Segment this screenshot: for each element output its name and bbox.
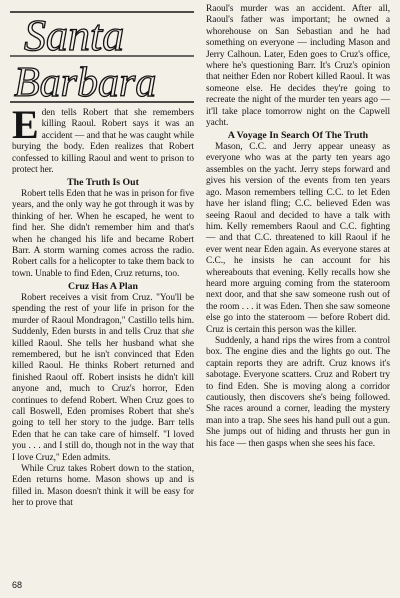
cruz-plan-text-b: killed Raoul. She tells her husband what she remembered, but he isn't convinced that Eden killed Raoul. He thinks Robert returned and finished Raoul off. Robert insists he didn't kill anyone and, much to Cruz's horror, Eden continues to defend Robert. When Cruz goes to call Boswell, Eden promises Robert that she's going to tell her story to the judge. Barr tells Eden that he can take care of himself. "I loved you . . . and I still do, though not in the way that I love Cruz," Eden admits. [12,338,194,463]
drop-cap: E [12,102,39,147]
paragraph-station: While Cruz takes Robert down to the station, Eden returns home. Mason shows up and is filled in. Mason doesn't think it will be easy for her to prove that [12,463,194,509]
intro-text: den tells Robert that she remembers killing Raoul. Robert says it was an accident — and that he was caught while burying the body. Eden realizes that Robert confessed to killing Raoul and went to prison to protect her. [12,108,194,176]
masthead-svg [10,8,194,106]
masthead-line1: Santa [24,11,125,60]
paragraph-sabotage: Suddenly, a hand rips the wires from a control box. The engine dies and the lights go out. The captain reports they are adrift. Cruz knows it's sabotage. Everyone scatters. Cruz and Robert try to find Eden. She is moving along a corridor cautiously, then discovers she's being followed. She races around a corner, leading the mystery man into a trap. She sees his hand pull out a gun. She jumps out of hiding and thrusts her gun in his face — then gasps when she sees his face. [206,335,390,449]
left-column [12,102,194,510]
cruz-plan-emphasis: she [181,327,194,338]
page-number: 68 [12,580,23,590]
right-column [206,4,390,450]
subhead-voyage: A Voyage In Search Of The Truth [227,130,369,142]
paragraph-voyage: Mason, C.C. and Jerry appear uneasy as everyone who was at the party ten years ago assembles on the yacht. Jerry steps forward and gives his version of the events from ten years ago. Mason remembers telling C.C. to let Eden have her island fling; C.C. believed Eden was seeing Raoul and decided to have a talk with him. Kelly remembers Raoul and C.C. fighting — and that C.C. threatened to kill Raoul if he ever went near Eden again. As everyone stares at C.C., he insists he can account for his whereabouts that evening. Kelly recalls how she heard more arguing coming from the stateroom next door, and that she saw someone rush out of the room . . . it was Eden. Then she saw someone else go into the stateroom — before Robert did. Cruz is certain this person was the killer. [206,142,390,335]
paragraph-continued: Raoul's murder was an accident. After all, Raoul's father was important; he owned a whorehouse on San Sebastian and he had something on everyone — including Mason and Jerry Calhoun. Later, Eden goes to Cruz's office, where he's questioning Barr. It's Cruz's opinion that neither Eden nor Robert killed Raoul. It was someone else. He decides they're going to recreate the night of the murder ten years ago — it'll take place tomorrow night on the Capwell yacht. [206,4,390,129]
subhead-truth-is-out: The Truth Is Out [67,177,139,189]
paragraph-cruz-plan [12,293,194,464]
paragraph-truth-is-out: Robert tells Eden that he was in prison for five years, and the only way he got through it was by thinking of her. When he escaped, he went to find her. She didn't remember him and that's when he changed his life and became Robert Barr. A storm warning comes across the radio. Robert calls for a helicopter to take them back to town. Unable to find Eden, Cruz returns, too. [12,189,194,279]
cruz-plan-text-a: Robert receives a visit from Cruz. "You'll be spending the rest of your life in prison for the murder of Raoul Mondragon," Castillo tells him. Suddenly, Eden bursts in and tells Cruz that [12,292,194,338]
masthead-logo [10,8,194,106]
article-intro [12,102,194,176]
subhead-cruz-plan: Cruz Has A Plan [68,281,138,293]
masthead-line2: Barbara [14,60,157,106]
